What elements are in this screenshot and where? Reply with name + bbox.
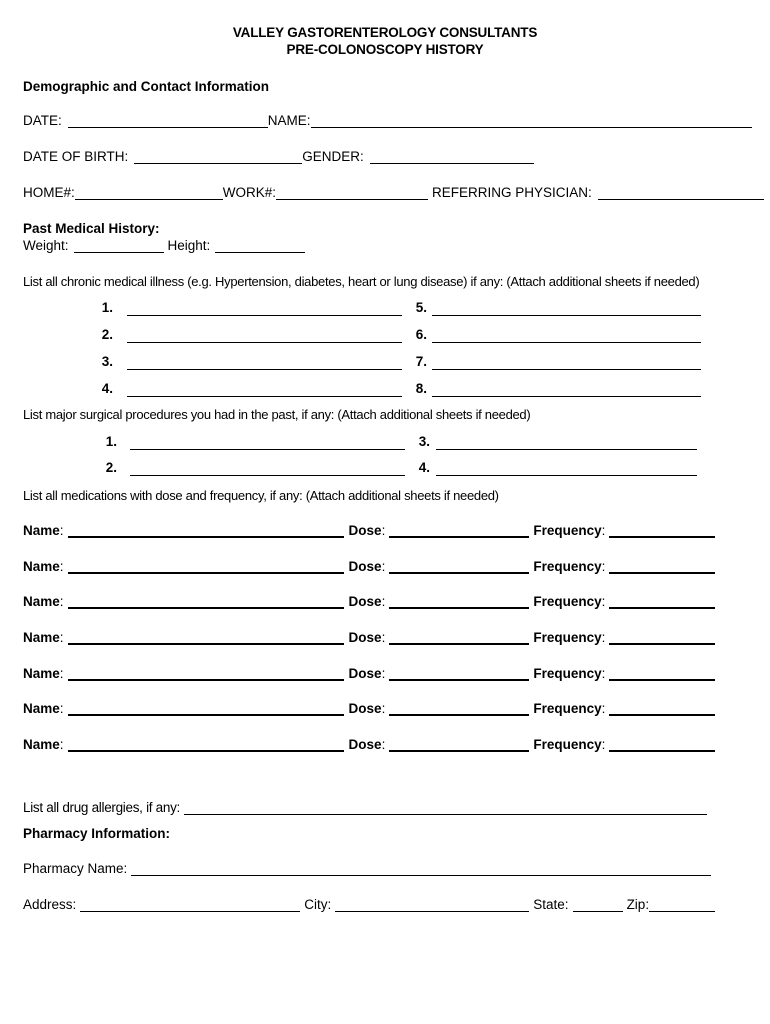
illness-number: 6. <box>415 327 427 342</box>
med-dose-field[interactable] <box>389 737 529 752</box>
med-frequency-label: Frequency <box>533 559 602 574</box>
pmh-heading: Past Medical History: <box>23 221 160 236</box>
colon: : <box>601 630 606 645</box>
colon: : <box>601 666 606 681</box>
illness-line-2[interactable] <box>127 342 402 343</box>
illness-number: 8. <box>415 381 427 396</box>
med-name-label: Name <box>23 666 60 681</box>
address-field[interactable] <box>80 898 300 912</box>
state-field[interactable] <box>573 898 623 912</box>
med-frequency-field[interactable] <box>609 523 715 538</box>
med-frequency-field[interactable] <box>609 701 715 716</box>
date-field[interactable] <box>68 114 268 128</box>
state-label: State: <box>533 897 569 912</box>
org-title: VALLEY GASTORENTEROLOGY CONSULTANTS <box>232 25 538 40</box>
med-frequency-label: Frequency <box>533 630 602 645</box>
surgery-number: 1. <box>105 434 117 449</box>
med-frequency-field[interactable] <box>609 594 715 609</box>
colon: : <box>381 630 386 645</box>
medication-row <box>23 523 715 538</box>
med-frequency-label: Frequency <box>533 701 602 716</box>
medication-row <box>23 630 715 645</box>
form-title: PRE-COLONOSCOPY HISTORY <box>286 42 484 57</box>
demographic-heading: Demographic and Contact Information <box>23 79 270 94</box>
med-name-field[interactable] <box>68 559 344 574</box>
med-dose-field[interactable] <box>389 666 529 681</box>
illness-number: 3. <box>101 354 113 369</box>
weight-field[interactable] <box>74 239 164 253</box>
pharmacy-address-row <box>23 897 715 912</box>
surgery-line-2[interactable] <box>130 475 405 476</box>
colon: : <box>381 666 386 681</box>
weight-height-row <box>23 238 305 253</box>
surgery-number: 4. <box>418 460 430 475</box>
colon: : <box>381 523 386 538</box>
med-dose-label: Dose <box>348 630 382 645</box>
dob-field[interactable] <box>134 150 302 164</box>
pharmacy-name-label: Pharmacy Name: <box>23 861 128 876</box>
name-label: NAME: <box>267 113 311 128</box>
pharmacy-name-row <box>23 861 711 876</box>
medication-row <box>23 559 715 574</box>
pharmacy-heading: Pharmacy Information: <box>23 826 171 841</box>
illness-number: 7. <box>415 354 427 369</box>
colon: : <box>381 559 386 574</box>
med-name-field[interactable] <box>68 666 344 681</box>
med-dose-label: Dose <box>348 559 382 574</box>
med-frequency-label: Frequency <box>533 737 602 752</box>
referring-physician-label: REFERRING PHYSICIAN: <box>432 185 592 200</box>
medication-row <box>23 737 715 752</box>
med-frequency-field[interactable] <box>609 737 715 752</box>
medication-row <box>23 594 715 609</box>
city-label: City: <box>304 897 332 912</box>
colon: : <box>59 559 64 574</box>
illness-line-6[interactable] <box>432 342 701 343</box>
colon: : <box>59 594 64 609</box>
med-dose-label: Dose <box>348 666 382 681</box>
pharmacy-name-field[interactable] <box>131 862 711 876</box>
med-frequency-field[interactable] <box>609 630 715 645</box>
height-field[interactable] <box>215 239 305 253</box>
work-phone-field[interactable] <box>276 186 428 200</box>
illness-line-8[interactable] <box>432 396 701 397</box>
surgery-number: 3. <box>418 434 430 449</box>
colon: : <box>601 523 606 538</box>
med-frequency-field[interactable] <box>609 559 715 574</box>
colon: : <box>601 701 606 716</box>
med-name-field[interactable] <box>68 594 344 609</box>
illness-line-5[interactable] <box>432 315 701 316</box>
allergies-row <box>23 800 707 815</box>
referring-physician-field[interactable] <box>598 186 764 200</box>
colon: : <box>601 594 606 609</box>
illness-line-4[interactable] <box>127 396 402 397</box>
med-frequency-label: Frequency <box>533 666 602 681</box>
address-label: Address: <box>23 897 77 912</box>
city-field[interactable] <box>335 898 529 912</box>
colon: : <box>601 737 606 752</box>
illness-prompt: List all chronic medical illness (e.g. Hypertension, diabetes, heart or lung disease) if any: (Attach additional sheets if needed) <box>23 274 700 289</box>
gender-field[interactable] <box>370 150 534 164</box>
illness-number: 2. <box>101 327 113 342</box>
med-frequency-field[interactable] <box>609 666 715 681</box>
med-name-label: Name <box>23 737 60 752</box>
illness-number: 1. <box>101 300 113 315</box>
surgery-number: 2. <box>105 460 117 475</box>
med-frequency-label: Frequency <box>533 523 602 538</box>
name-field[interactable] <box>311 114 752 128</box>
illness-number: 4. <box>101 381 113 396</box>
medication-row <box>23 666 715 681</box>
med-dose-label: Dose <box>348 737 382 752</box>
allergies-field[interactable] <box>184 801 707 815</box>
med-frequency-label: Frequency <box>533 594 602 609</box>
med-dose-field[interactable] <box>389 701 529 716</box>
surgery-prompt: List major surgical procedures you had in the past, if any: (Attach additional sheets if needed) <box>23 407 531 422</box>
illness-line-1[interactable] <box>127 315 402 316</box>
colon: : <box>59 737 64 752</box>
colon: : <box>381 701 386 716</box>
zip-field[interactable] <box>649 898 715 912</box>
med-name-label: Name <box>23 559 60 574</box>
home-phone-label: HOME#: <box>23 185 75 200</box>
med-dose-label: Dose <box>348 701 382 716</box>
date-label: DATE: <box>23 113 62 128</box>
med-name-label: Name <box>23 701 60 716</box>
home-phone-field[interactable] <box>75 186 223 200</box>
med-dose-label: Dose <box>348 594 382 609</box>
colon: : <box>381 737 386 752</box>
med-dose-field[interactable] <box>389 523 529 538</box>
phone-row <box>23 185 764 200</box>
dob-label: DATE OF BIRTH: <box>23 149 129 164</box>
colon: : <box>59 666 64 681</box>
med-name-label: Name <box>23 523 60 538</box>
colon: : <box>381 594 386 609</box>
med-dose-label: Dose <box>348 523 382 538</box>
med-dose-field[interactable] <box>389 559 529 574</box>
surgery-line-4[interactable] <box>436 475 697 476</box>
med-name-field[interactable] <box>68 737 344 752</box>
illness-line-3[interactable] <box>127 369 402 370</box>
colon: : <box>59 701 64 716</box>
med-name-label: Name <box>23 594 60 609</box>
gender-label: GENDER: <box>302 149 364 164</box>
med-dose-field[interactable] <box>389 630 529 645</box>
surgery-line-1[interactable] <box>130 449 405 450</box>
surgery-line-3[interactable] <box>436 449 697 450</box>
colon: : <box>601 559 606 574</box>
zip-label: Zip: <box>626 897 650 912</box>
med-name-field[interactable] <box>68 523 344 538</box>
med-name-field[interactable] <box>68 701 344 716</box>
weight-label: Weight: <box>23 238 69 253</box>
allergies-label: List all drug allergies, if any: <box>23 800 180 815</box>
med-name-label: Name <box>23 630 60 645</box>
med-name-field[interactable] <box>68 630 344 645</box>
illness-number: 5. <box>415 300 427 315</box>
medication-row <box>23 701 715 716</box>
date-name-row <box>23 113 752 128</box>
dob-gender-row <box>23 149 534 164</box>
colon: : <box>59 630 64 645</box>
medications-prompt: List all medications with dose and frequency, if any: (Attach additional sheets if needed) <box>23 488 499 503</box>
med-dose-field[interactable] <box>389 594 529 609</box>
work-phone-label: WORK#: <box>222 185 277 200</box>
colon: : <box>59 523 64 538</box>
illness-line-7[interactable] <box>432 369 701 370</box>
height-label: Height: <box>167 238 211 253</box>
